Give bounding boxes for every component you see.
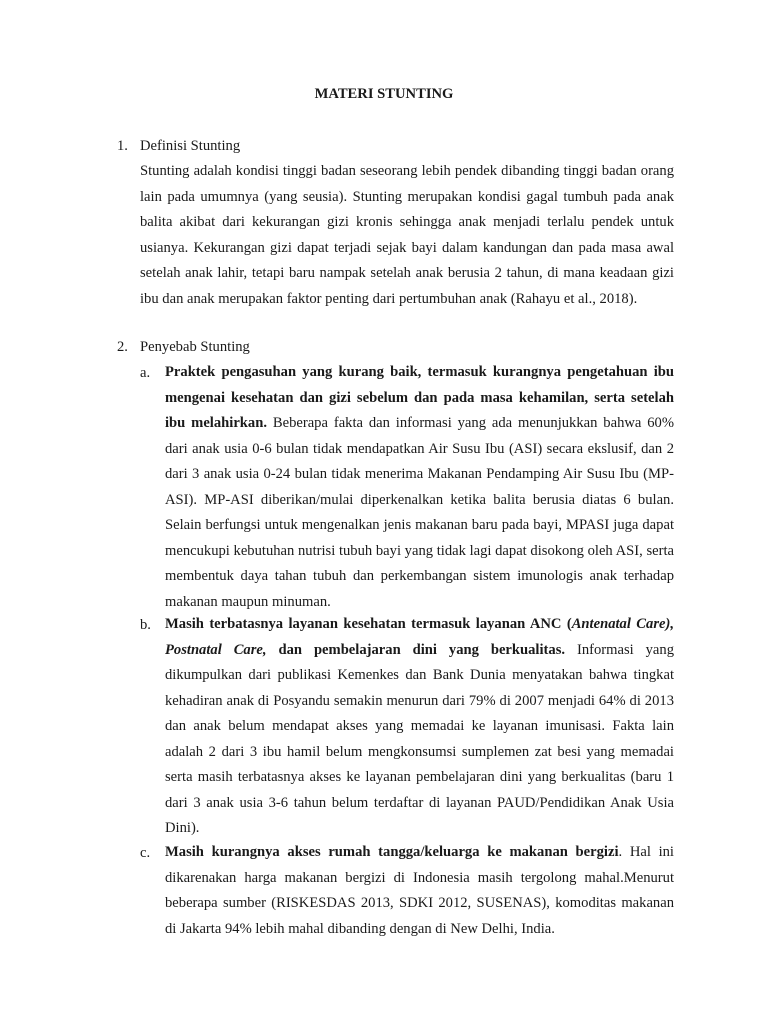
list-letter: c. [140, 845, 151, 861]
list-letter: a. [140, 365, 151, 381]
section-heading: Definisi Stunting [140, 138, 241, 154]
definisi-paragraph: Stunting adalah kondisi tinggi badan seseorang lebih pendek dibanding tinggi badan orang lain pada umumnya (yang seusia). Stunting merupakan kondisi gagal tumbuh pada anak balita akibat dari kekurangan gizi kronis sehingga anak menjadi terlalu pendek untuk usianya. Kekurangan gizi dapat terjadi sejak bayi dalam kandungan dan pada masa awal setelah anak lahir, tetapi baru nampak setelah anak berusia 2 tahun, di mana keadaan gizi ibu dan anak merupakan faktor penting dari pertumbuhan anak (Rahayu et al., 2018). [140, 163, 674, 307]
list-item-c-text [165, 840, 674, 942]
body-text: . Hal ini dikarenakan harga makanan bergizi di Indonesia masih tergolong mahal.Menurut beberapa sumber (RISKESDAS 2013, SDKI 2012, SUSENAS), komoditas makanan di Jakarta 94% lebih mahal dibanding dengan di New Delhi, India. [165, 844, 674, 937]
section-number: 2. [117, 339, 128, 355]
section-heading: Penyebab Stunting [140, 339, 250, 355]
bold-lead: Masih terbatasnya layanan kesehatan termasuk layanan ANC ( [165, 616, 572, 632]
section-number: 1. [117, 138, 128, 154]
body-text: Beberapa fakta dan informasi yang ada menunjukkan bahwa 60% dari anak usia 0-6 bulan tidak mendapatkan Air Susu Ibu (ASI) secara ekslusif, dan 2 dari 3 anak usia 0-24 bulan tidak menerima Makanan Pendamping Air Susu Ibu (MP-ASI). MP-ASI diberikan/mulai diperkenalkan ketika balita berusia diatas 6 bulan. Selain berfungsi untuk mengenalkan jenis makanan baru pada bayi, MPASI juga dapat mencukupi kebutuhan nutrisi tubuh bayi yang tidak lagi dapat disokong oleh ASI, serta membentuk daya tahan tubuh dan perkembangan sistem imunologis anak terhadap makanan maupun minuman. [165, 415, 675, 610]
document-title: MATERI STUNTING [314, 86, 454, 102]
list-letter: b. [140, 617, 151, 633]
list-item-a-text [165, 360, 674, 615]
bold-lead: Masih kurangnya akses rumah tangga/keluarga ke makanan bergizi [165, 844, 619, 860]
bold-tail: dan pembelajaran dini yang berkualitas. [266, 641, 566, 658]
body-text: Informasi yang dikumpulkan dari publikasi Kemenkes dan Bank Dunia menyatakan bahwa tingkat kehadiran anak di Posyandu semakin menurun dari 79% di 2007 menjadi 64% di 2013 dan anak belum mendapat akses yang memadai ke layanan imunisasi. Fakta lain adalah 2 dari 3 ibu hamil belum mengkonsumsi sumplemen zat besi yang memadai serta masih terbatasnya akses ke layanan pembelajaran dini yang berkualitas (baru 1 dari 3 anak usia 3-6 tahun belum terdaftar di layanan PAUD/Pendidikan Anak Usia Dini). [165, 641, 675, 836]
italic-terms: Antenatal Care), Postnatal Care, [165, 616, 674, 658]
bold-lead: Praktek pengasuhan yang kurang baik, termasuk kurangnya pengetahuan ibu mengenai kesehatan dan gizi sebelum dan pada masa kehamilan, serta setelah ibu melahirkan. [165, 364, 674, 431]
list-item-b-text [165, 612, 674, 842]
